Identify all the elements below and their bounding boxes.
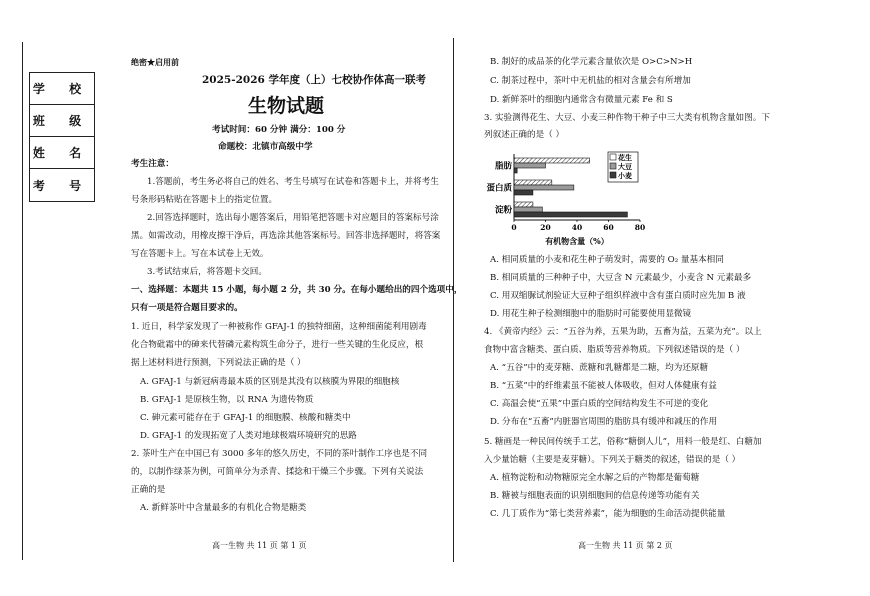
left-margin-line <box>22 42 23 560</box>
x-tick-label: 60 <box>603 223 614 232</box>
section-heading: 一、选择题：本题共 15 小题，每小题 2 分，共 30 分。在每小题给出的四个选项中， <box>131 285 463 295</box>
question-3-option-c: C. 用双缩脲试剂验证大豆种子组织样液中含有蛋白质时应先加 B 液 <box>490 291 746 301</box>
question-2-option-d: D. 新鲜茶叶的细胞内通常含有微量元素 Fe 和 S <box>490 95 673 105</box>
question-3-stem: 3. 实验测得花生、大豆、小麦三种作物干种子中三大类有机物含量如图。下 <box>484 113 770 123</box>
question-5-stem: 5. 糖画是一种民间传统手工艺，俗称“糖倒人儿”，用料一般是红、白糖加 <box>484 437 762 447</box>
name-field: 姓 名 <box>30 137 94 169</box>
question-2-stem: 正确的是 <box>131 485 166 495</box>
organic-content-bar-chart <box>470 148 670 248</box>
category-label: 脂肪 <box>494 161 512 172</box>
x-axis-label: 有机物含量（%） <box>545 236 609 246</box>
question-1-option-a: A. GFAJ-1 与新冠病毒最本质的区别是其没有以核膜为界限的细胞核 <box>140 377 400 387</box>
question-4-option-d: D. 分布在“五畜”内脏器官周围的脂肪具有缓冲和减压的作用 <box>490 417 718 427</box>
page-footer: 高一生物 共 11 页 第 2 页 <box>578 541 673 550</box>
exam-number-field: 考 号 <box>32 178 92 193</box>
bar-大豆 <box>514 207 542 212</box>
x-tick-label: 0 <box>511 223 517 232</box>
page-title: 生物试题 <box>248 95 325 117</box>
question-2-stem: 的，以制作绿茶为例，可简单分为杀青、揉捻和干燥三个步骤。下列有关说法 <box>131 467 424 477</box>
secret-mark: 绝密★启用前 <box>131 57 179 67</box>
question-2-option-b: B. 制好的成品茶的化学元素含量依次是 O>C>N>H <box>490 57 693 67</box>
notice-line: 号条形码粘贴在答题卡上的指定位置。 <box>131 195 278 205</box>
student-info-box <box>29 72 95 202</box>
exam-author: 命题校：北镇市高级中学 <box>218 142 313 152</box>
legend-label: 小麦 <box>618 171 632 180</box>
question-4-option-b: B. “五菜”中的纤维素虽不能被人体吸收，但对人体健康有益 <box>490 381 717 391</box>
question-2-option-a: A. 新鲜茶叶中含量最多的有机化合物是糖类 <box>140 503 307 513</box>
section-heading: 只有一项是符合题目要求的。 <box>131 303 243 313</box>
question-4-stem: 食物中富含糖类、蛋白质、脂质等营养物质。下列叙述错误的是（ ） <box>484 345 745 355</box>
question-4-option-a: A. “五谷”中的麦芽糖、蔗糖和乳糖都是二糖，均为还原糖 <box>490 363 709 373</box>
question-1-stem: 据上述材料进行预测，下列说法正确的是（ ） <box>131 358 306 368</box>
question-1-option-d: D. GFAJ-1 的发现拓宽了人类对地球极端环境研究的思路 <box>140 431 357 441</box>
legend-swatch <box>610 163 616 169</box>
question-2-option-c: C. 制茶过程中，茶叶中无机盐的相对含量会有所增加 <box>490 76 691 86</box>
exam-header: 2025-2026 学年度（上）七校协作体高一联考 <box>202 74 426 86</box>
notice-line: 3.考试结束后，将答题卡交回。 <box>147 267 267 277</box>
notice-line: 黑。如需改动，用橡皮擦干净后，再选涂其他答案标号。回答非选择题时，将答案 <box>131 231 441 241</box>
legend-swatch <box>610 154 616 160</box>
question-4-stem: 4. 《黄帝内经》云：“五谷为养，五果为助，五畜为益，五菜为充”。以上 <box>484 327 762 337</box>
bar-大豆 <box>514 163 546 168</box>
notice-line: 写在答题卡上。写在本试卷上无效。 <box>131 249 269 259</box>
x-tick-label: 20 <box>540 223 551 232</box>
question-5-option-b: B. 糖被与细胞表面的识别细胞间的信息传递等功能有关 <box>490 491 700 501</box>
bar-小麦 <box>514 212 627 217</box>
x-tick-label: 80 <box>634 223 646 232</box>
question-3-option-a: A. 相同质量的小麦和花生种子萌发时，需要的 O₂ 量基本相同 <box>490 255 724 265</box>
x-tick-label: 40 <box>571 223 583 232</box>
question-1-stem: 化合物砒霜中的砷来代替磷元素构筑生命分子，进行一些关键的生化反应，根 <box>131 340 424 350</box>
bar-小麦 <box>514 190 533 195</box>
question-1-option-b: B. GFAJ-1 是原核生物，以 RNA 为遗传物质 <box>140 395 314 405</box>
question-4-option-c: C. 高温会使“五果”中蛋白质的空间结构发生不可逆的变化 <box>490 399 709 409</box>
school-field: 学 校 <box>30 73 94 105</box>
legend-swatch <box>610 172 616 178</box>
bar-花生 <box>514 158 590 163</box>
bar-花生 <box>514 202 533 207</box>
notice-line: 1.答题前，考生务必将自己的姓名、考生号填写在试卷和答题卡上，并将考生 <box>147 177 439 187</box>
question-1-option-c: C. 砷元素可能存在于 GFAJ-1 的细胞膜、核酸和糖类中 <box>140 413 351 423</box>
question-5-stem: 入少量饴糖（主要是麦芽糖）。下列关于糖类的叙述，错误的是（ ） <box>484 455 741 465</box>
question-3-stem: 列叙述正确的是（ ） <box>484 130 565 140</box>
question-1-stem: 1. 近日，科学家发现了一种被称作 GFAJ-1 的独特细菌，这种细菌能利用剧毒 <box>131 322 427 332</box>
category-label: 淀粉 <box>494 205 512 216</box>
question-5-option-c: C. 几丁质作为“第七类营养素”，能为细胞的生命活动提供能量 <box>490 509 726 519</box>
question-3-option-d: D. 用花生种子检测细胞中的脂肪时可能要使用显微镜 <box>490 309 692 319</box>
class-field: 班 级 <box>30 105 94 137</box>
page-footer: 高一生物 共 11 页 第 1 页 <box>212 541 307 550</box>
bar-小麦 <box>514 168 517 173</box>
question-3-option-b: B. 相同质量的三种种子中，大豆含 N 元素最少，小麦含 N 元素最多 <box>490 273 752 283</box>
page-divider <box>453 38 454 562</box>
bar-花生 <box>514 180 552 185</box>
legend-label: 大豆 <box>618 162 632 171</box>
question-5-option-a: A. 植物淀粉和动物糖原完全水解之后的产物都是葡萄糖 <box>490 473 700 483</box>
exam-time: 考试时间：60 分钟 满分：100 分 <box>212 125 346 135</box>
bar-大豆 <box>514 185 574 190</box>
notice-title: 考生注意： <box>131 159 174 169</box>
category-label: 蛋白质 <box>486 183 512 194</box>
question-2-stem: 2. 茶叶生产在中国已有 3000 多年的悠久历史，不同的茶叶制作工序也是不同 <box>131 449 428 459</box>
legend-label: 花生 <box>618 153 632 162</box>
notice-line: 2.回答选择题时，选出每小题答案后，用铅笔把答题卡对应题目的答案标号涂 <box>147 213 439 223</box>
